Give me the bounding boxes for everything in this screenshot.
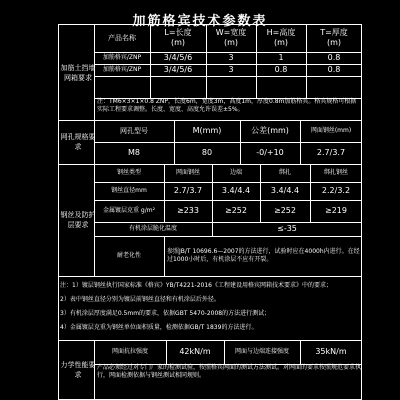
s1-row1-name: 加筋格宾/ZNP xyxy=(102,54,142,61)
s1-header-thickness: T=厚度 (m) xyxy=(320,28,348,47)
s2-value-type: M8 xyxy=(128,148,140,157)
s3-coating-label: 金属镀层克重 g/m² xyxy=(103,207,155,214)
page-title: 加筋格宾技术参数表 xyxy=(132,14,268,29)
s1-row1-width: 3 xyxy=(228,53,234,62)
section3-label: 钢丝及防护层要求 xyxy=(60,211,96,229)
s2-value-m: 80 xyxy=(201,148,213,157)
s3-header-bindwire: 绑扎钢丝 xyxy=(323,169,348,176)
s1-row2-thickness: 0.8 xyxy=(327,65,341,74)
s3-aging-value: 参照JB/T 10696.6—2007的方法进行，试验时应在4000h内进行。在经过1000小时后，有机涂层不应有开裂。 xyxy=(167,248,360,263)
s1-note: 注：TM6×3×1×0.8 ZNP，长度6m，宽度3m，高度1m，厚度0.8m加筋格宾。格宾规格可根据实际工程要求调整。长度、宽度、高度允许误差±5%。 xyxy=(97,98,357,113)
s1-header-height: H=高度 (m) xyxy=(266,28,296,47)
s1-header-length: L=长度 (m) xyxy=(164,28,192,47)
s2-value-tolerance: -0/+10 xyxy=(256,148,284,157)
s2-header-m: M(mm) xyxy=(192,126,222,135)
note-1: 注：1）镀层钢丝执行国家标准《格宾》YB/T4221-2016《工程建设用格宾网箱技术要求》中的要求； xyxy=(60,282,332,289)
s3-header-bind: 绑扎 xyxy=(278,169,291,176)
s1-header-width: W=宽度 (m) xyxy=(215,28,247,47)
s1-header-name: 产品名称 xyxy=(108,34,136,42)
s3-brittle-value: ≤-35 xyxy=(277,224,297,233)
s3-header-edge: 边端 xyxy=(229,169,242,176)
s3-diameter-bindwire: 2.2/3.2 xyxy=(321,186,351,195)
s3-diameter-label: 钢丝直径mm xyxy=(111,187,147,194)
s3-diameter-mesh: 2.7/3.7 xyxy=(173,186,203,195)
s4-note: 产品必须经过对专门厂家的检测试验，按照格宾网面的测试方法测试。对网面的要求按照规范要求执行，网面检测依据与钢丝测试相同规则。 xyxy=(97,364,362,379)
section4-label: 力学性能要求 xyxy=(60,361,96,379)
s3-aging-label: 耐老化性 xyxy=(116,252,141,259)
s1-row1-thickness: 0.8 xyxy=(327,53,341,62)
s2-value-wire: 2.7/3.7 xyxy=(316,148,346,157)
note-3: 3）有机涂层厚度满足0.5mm的要求，依据GBT 5470-2008的方法进行测试； xyxy=(60,310,271,317)
s1-row2-name: 加筋格宾/ZNP xyxy=(102,66,142,73)
section2-label: 网孔规格要求 xyxy=(60,133,96,151)
s3-header-type: 钢丝类型 xyxy=(116,169,141,176)
s3-diameter-edge: 3.4/4.4 xyxy=(221,186,251,195)
s1-row2-width: 3 xyxy=(228,65,234,74)
s3-coating-bindwire: ≥219 xyxy=(325,206,347,215)
section1-label: 加筋土挡墙网箱要求 xyxy=(60,64,96,82)
s2-header-wire: 网面钢丝(mm) xyxy=(310,127,352,134)
s1-row1-height: 1 xyxy=(278,53,284,62)
s3-coating-mesh: ≥233 xyxy=(177,206,199,215)
s3-header-mesh: 网面钢丝 xyxy=(175,169,200,176)
s3-brittle-label: 有机涂层脆化温度 xyxy=(128,225,177,232)
s4-edge-value: 35kN/m xyxy=(315,347,347,356)
s1-row2-length: 3/4/5/6 xyxy=(163,65,193,74)
s2-header-tolerance: 公差(mm) xyxy=(251,126,289,135)
note-4: 4）金属镀层克重为钢丝单位面积质量，检测依据GB/T 1839的方法进行。 xyxy=(60,324,258,331)
s4-tensile-value: 42kN/m xyxy=(179,347,211,356)
s3-coating-edge: ≥252 xyxy=(225,206,247,215)
note-2: 2）表中钢丝直径分别为镀层前钢丝直径和有机涂层后外径。 xyxy=(60,296,220,303)
s4-edge-label: 网面与边端连接强度 xyxy=(234,348,289,355)
s3-diameter-bind: 3.4/4.4 xyxy=(270,186,300,195)
s1-row1-length: 3/4/5/6 xyxy=(163,53,193,62)
s3-coating-bind: ≥252 xyxy=(274,206,296,215)
s1-row2-height: 0.8 xyxy=(274,65,288,74)
s2-header-type: 网孔型号 xyxy=(120,127,148,135)
s4-tensile-label: 网面抗拉强度 xyxy=(111,348,148,355)
